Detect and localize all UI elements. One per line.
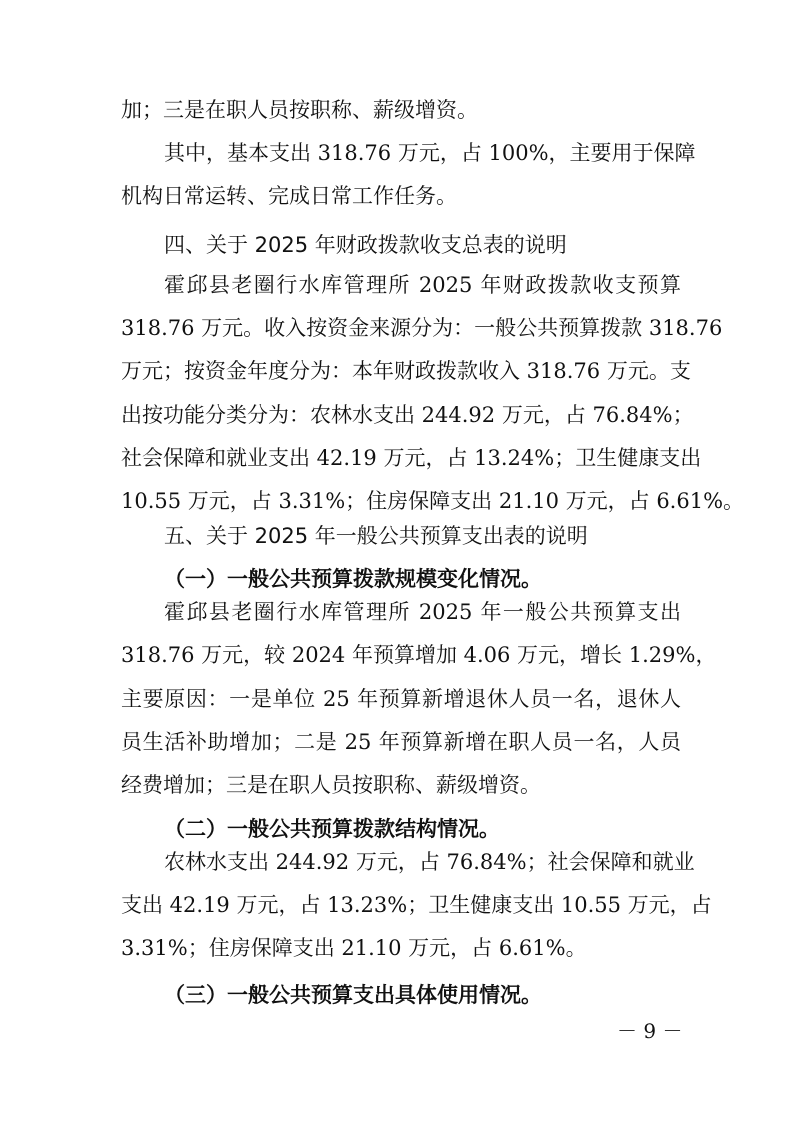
subsection-heading-2: （二）一般公共预算拨款结构情况。: [164, 816, 500, 841]
paragraph-line: 万元；按资金年度分为：本年财政拨款收入 318.76 万元。支: [121, 359, 691, 383]
paragraph-line: 其中，基本支出 318.76 万元，占 100%，主要用于保障: [164, 141, 696, 165]
paragraph-line: 支出 42.19 万元，占 13.23%；卫生健康支出 10.55 万元，占: [121, 893, 712, 917]
subsection-heading-3: （三）一般公共预算支出具体使用情况。: [164, 982, 542, 1007]
paragraph-line: 员生活补助增加；二是 25 年预算新增在职人员一名，人员: [121, 730, 681, 754]
paragraph-line: 农林水支出 244.92 万元，占 76.84%；社会保障和就业: [164, 850, 695, 874]
section-heading-4: 四、关于 2025 年财政拨款收支总表的说明: [164, 233, 567, 257]
paragraph-line: 霍邱县老圈行水库管理所 2025 年一般公共预算支出: [164, 600, 681, 624]
paragraph-line: 机构日常运转、完成日常工作任务。: [121, 184, 457, 208]
paragraph-line: 经费增加；三是在职人员按职称、薪级增资。: [121, 773, 541, 797]
paragraph-line: 3.31%；住房保障支出 21.10 万元，占 6.61%。: [121, 936, 587, 960]
paragraph-line: 出按功能分类分为：农林水支出 244.92 万元，占 76.84%；: [121, 403, 694, 427]
paragraph-line: 社会保障和就业支出 42.19 万元，占 13.24%；卫生健康支出: [121, 446, 702, 470]
paragraph-line: 主要原因：一是单位 25 年预算新增退休人员一名，退休人: [121, 687, 681, 711]
page-number: － 9 －: [617, 1019, 683, 1043]
subsection-heading-1: （一）一般公共预算拨款规模变化情况。: [164, 566, 542, 591]
paragraph-line: 318.76 万元，较 2024 年预算增加 4.06 万元，增长 1.29%，: [121, 643, 717, 667]
section-heading-5: 五、关于 2025 年一般公共预算支出表的说明: [164, 524, 588, 548]
paragraph-line: 霍邱县老圈行水库管理所 2025 年财政拨款收支预算: [164, 273, 681, 297]
paragraph-line: 10.55 万元，占 3.31%；住房保障支出 21.10 万元，占 6.61%。: [121, 489, 745, 513]
paragraph-line: 318.76 万元。收入按资金来源分为：一般公共预算拨款 318.76: [121, 316, 723, 340]
paragraph-line: 加；三是在职人员按职称、薪级增资。: [121, 98, 478, 122]
